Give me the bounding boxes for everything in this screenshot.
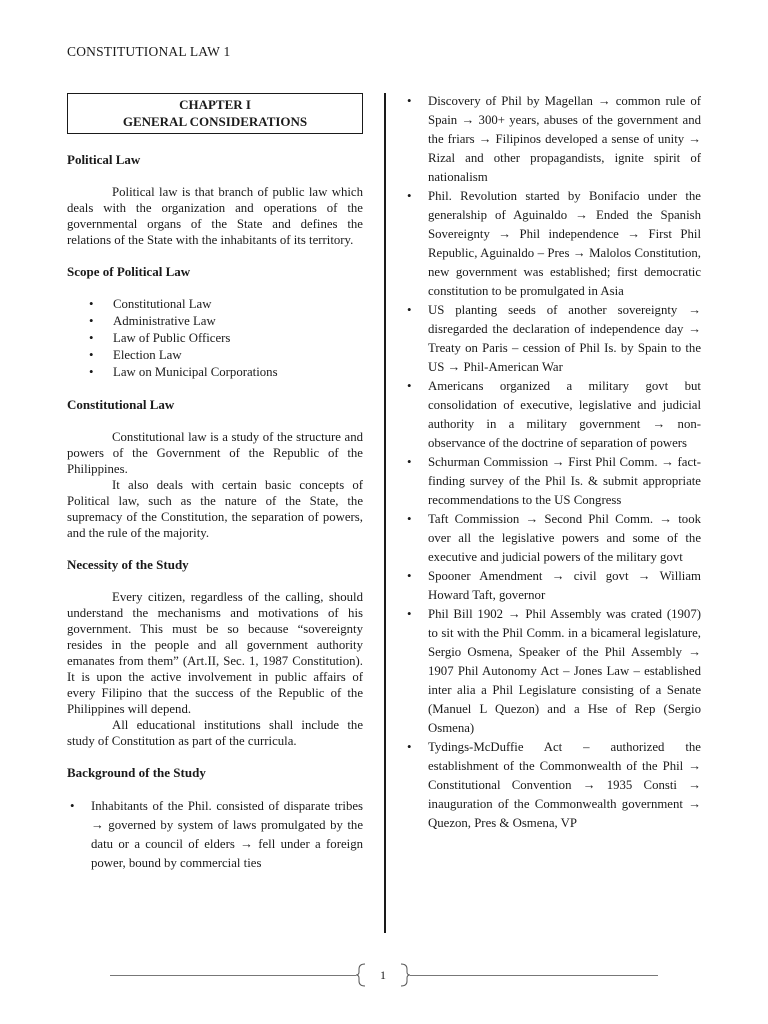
background-item: • Phil. Revolution started by Bonifacio under the generalship of Aguinaldo → Ended the Spanish Sovereignty → Phil independence → First Phil Republic, Aguinaldo – Pres → Malolos Constitution, new government was established; first democratic constitution to be promulgated in Asia — [404, 187, 701, 301]
necessity-p2: All educational institutions shall include the study of Constitution as part of the curricula. — [67, 718, 363, 748]
background-item: • Discovery of Phil by Magellan → common rule of Spain → 300+ years, abuses of the government and the friars → Filipinos developed a sense of unity → Rizal and other propagandists, ignite spirit of nationalism — [404, 92, 701, 187]
background-item: • Tydings-McDuffie Act – authorized the establishment of the Commonwealth of the Phil → Constitutional Convention → 1935 Consti → inauguration of the Commonwealth government → Quezon, Pres & Osmena, VP — [404, 738, 701, 833]
political-law-heading: Political Law — [67, 152, 141, 167]
page-number-badge — [356, 962, 410, 988]
scope-item: • Law on Municipal Corporations — [89, 364, 363, 381]
column-divider — [384, 93, 386, 933]
background-list-left — [67, 797, 363, 873]
page-number: 1 — [380, 968, 386, 982]
scope-item: • Constitutional Law — [89, 296, 363, 313]
background-item: • Spooner Amendment → civil govt → William Howard Taft, governor — [404, 567, 701, 605]
page-header: CONSTITUTIONAL LAW 1 — [67, 44, 231, 59]
footer-rule-left — [110, 975, 356, 976]
background-list-right — [404, 92, 701, 833]
political-law-text: Political law is that branch of public law which deals with the organization and operations of the governmental organs of the State and defines the relations of the State with the inhabitants of its territory. — [67, 185, 363, 247]
chapter-box — [67, 93, 363, 134]
necessity-heading: Necessity of the Study — [67, 557, 189, 572]
footer-rule-right — [410, 975, 658, 976]
chapter-title: GENERAL CONSIDERATIONS — [122, 114, 308, 129]
background-item: • Schurman Commission → First Phil Comm. → fact-finding survey of the Phil Is. & submit appropriate recommendations to the US Congress — [404, 453, 701, 510]
background-heading: Background of the Study — [67, 765, 206, 780]
background-item: • Phil Bill 1902 → Phil Assembly was crated (1907) to sit with the Phil Comm. in a bicameral legislature, Sergio Osmena, Speaker of the Phil Assembly → 1907 Phil Autonomy Act – Jones Law – established inter alia a Phil Legislature consisting of a Senate (Manuel L Quezon) and a Hse of Rep (Sergio Osmena) — [404, 605, 701, 738]
background-item: • Inhabitants of the Phil. consisted of disparate tribes → governed by system of laws promulgated by the datu or a council of elders → fell under a foreign power, bound by commercial ties — [67, 797, 363, 873]
scope-heading: Scope of Political Law — [67, 264, 191, 279]
constitutional-law-heading: Constitutional Law — [67, 397, 175, 412]
scope-item: • Law of Public Officers — [89, 330, 363, 347]
scope-item: • Election Law — [89, 347, 363, 364]
left-column — [67, 93, 363, 873]
scope-list — [67, 296, 363, 381]
background-item: • Americans organized a military govt but consolidation of executive, legislative and judicial authority in a military government → non-observance of the doctrine of separation of powers — [404, 377, 701, 453]
necessity-p1: Every citizen, regardless of the calling, should understand the mechanisms and motivations of his government. This must be so because “sovereignty resides in the people and all government authority emanates from them” (Art.II, Sec. 1, 1987 Constitution). It is upon the active involvement in public affairs of every Filipino that the success of the Republic of the Philippines will depend. — [67, 590, 363, 716]
scope-item: • Administrative Law — [89, 313, 363, 330]
constitutional-law-p2: It also deals with certain basic concepts of Political law, such as the nature of the State, the supremacy of the Constitution, the separation of powers, and the rule of the majority. — [67, 478, 363, 540]
background-item: • Taft Commission → Second Phil Comm. → took over all the legislative powers and some of the executive and judicial powers of the military govt — [404, 510, 701, 567]
chapter-number: CHAPTER I — [179, 97, 251, 112]
right-column — [404, 92, 701, 833]
background-item: • US planting seeds of another sovereignty → disregarded the declaration of independence day → Treaty on Paris – cession of Phil Is. by Spain to the US → Phil-American War — [404, 301, 701, 377]
constitutional-law-p1: Constitutional law is a study of the structure and powers of the Government of the Republic of the Philippines. — [67, 430, 363, 476]
